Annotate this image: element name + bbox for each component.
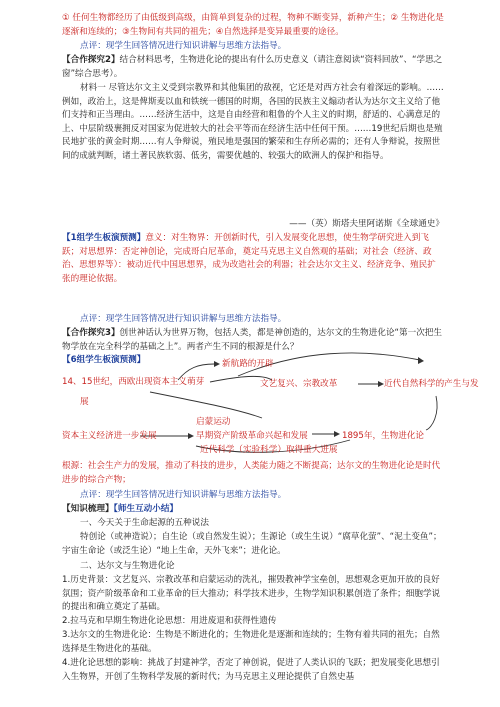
explore-3-label: 【合作探究3】 (62, 328, 120, 338)
diagram-science: 近代自然科学的产生与发 (384, 379, 479, 389)
diagram-capitalism: 资本主义经济进一步发展 (62, 431, 157, 441)
guide-line-2: 点评：现学生回答情况进行知识讲解与思维方法指导。 (80, 314, 287, 324)
summary-heading (62, 503, 444, 517)
diagram-century: 14、15世纪，西欧出现资本主义萌芽 (62, 377, 205, 387)
group-6-label: 【6组学生板演预测】 (62, 355, 146, 365)
summary-special: 特创论（或神造说）；自生论（或自然发生说）；生源论（或生生说）“腐草化萤”、“泥土变鱼”；宇宙生命论（或泛生论）“地上生命，天外飞来”；进化论。 (62, 532, 442, 556)
arrow-revolution-year (334, 431, 340, 437)
explore-3-text: 创世神话认为世界万物，包括人类，都是神创造的，达尔文的生物进化论“第一次把生物学放在完全科学的基础之上”。两者产生不同的根源是什么？ (62, 328, 442, 352)
summary-p2: 2.拉马克和早期生物进化论思想：用进废退和获得性遗传 (62, 616, 277, 626)
diagram-renaissance: 文艺复兴、宗教改革 (260, 379, 338, 389)
arrow-route (214, 361, 220, 367)
summary-sublabel: 【师生互动小结】 (113, 504, 179, 514)
summary-h2: 二、达尔文与生物进化论 (80, 561, 175, 571)
group-1-label: 【1组学生板演预测】 (62, 233, 146, 243)
guide-line-3: 点评：现学生回答情况进行知识讲解与思维方法指导。 (80, 490, 287, 500)
connector-enlightenment (150, 392, 262, 418)
material-source: ——（英）斯塔夫里阿诺斯《全球通史》 (289, 219, 444, 229)
summary-label: 【知识梳理】 (62, 504, 114, 514)
arrow-capitalism-revolution (188, 433, 194, 439)
intro-paragraph: ① 任何生物都经历了由低级到高级，由简单到复杂的过程，物种不断变异，新种产生；② 生物进化是逐渐和连续的；③生物间有共同的祖先；④自然选择是变异最重要的途径。 (62, 13, 444, 37)
diagram-revolution: 早期资产阶级革命兴起和发展 (196, 431, 308, 441)
summary-h1: 一、今天关于生命起源的五种说法 (80, 518, 209, 528)
summary-p3: 3.达尔文的生物进化论：生物是不断进化的；生物进化是逐渐和连续的；生物有着共同的祖先；自然选择是生物进化的基础。 (62, 630, 440, 654)
diagram-route: 新航路的开辟 (222, 359, 274, 369)
connector-science-year (426, 396, 437, 430)
summary-p4: 4.进化论思想的影响：挑战了封建神学，否定了神创说，促进了人类认识的飞跃；把发展变化思想引入生物界，开创了生物科学发展的新时代；为马克思主义理论提供了自然史基 (62, 658, 440, 682)
diagram-enlightenment: 启蒙运动 (196, 417, 231, 427)
material-paragraph: 材料一 尽管达尔文主义受到宗教界和其他集团的敌视，它还是对西方社会有着深远的影响。……例如，政治上，这是俾斯麦以血和铁统一德国的时期，各国的民族主义煽动者认为达尔文主义给了他们支持和正当理由。……经济生活中，这是自由经营和粗鲁的个人主义的时期，舒适的、心满意足的上、中层阶级裹拥反对国家为促进较大的社会平等而在经济生活中任何干预。……19世纪后期也是殖民地扩张的黄金时期……有人争辩说，殖民地是强国的繁荣和生存所必需的；还有人争辩说，按照世间的成就判断，诸土著民族软弱、低劣，需要优越的、较强大的欧洲人的保护和指导。 (62, 83, 444, 161)
explore-2-label: 【合作探究2】 (62, 55, 120, 65)
diagram-modern-science: 近代科学（实验科学）取得重大进展 (200, 445, 338, 455)
arrow-bridge (418, 357, 424, 364)
group-1-text: 意义：对生物界：开创新时代，引入发展变化思想，使生物学研究进入到飞跃；对思想界：否定神创论，完成哥白尼革命，奠定马克思主义自然观的基础；对社会（经济、政治、思想界等）：被动近代中国思想界，成为改造社会的利器；社会达尔文主义、经济竞争、殖民扩张的理论依据。 (62, 233, 436, 284)
guide-line-1: 点评：现学生回答情况进行知识讲解与思维方法指导。 (80, 41, 287, 51)
explore-2-text: 结合材料思考，生物进化论的提出有什么历史意义（请注意阅读“资料回放”、“学思之窗”综合思考）。 (62, 55, 443, 79)
diagram-science-cont: 展 (80, 397, 89, 407)
root-paragraph: 根源：社会生产力的发展，推动了科技的进步，人类能力随之不断提高；达尔文的生物进化论是时代进步的综合产物； (62, 461, 441, 485)
summary-p1: 1.历史背景：文艺复兴、宗教改革和启蒙运动的洗礼，摧毁教神学宝垒创，思想观念更加开放的良好氛围；资产阶级革命和工业革命的巨大推动；科学技术进步，生物学知识积累创造了条件；细胞学说的提出和确立奠定了基础。 (62, 575, 441, 613)
diagram-year: 1895年，生物进化论 (342, 431, 425, 441)
